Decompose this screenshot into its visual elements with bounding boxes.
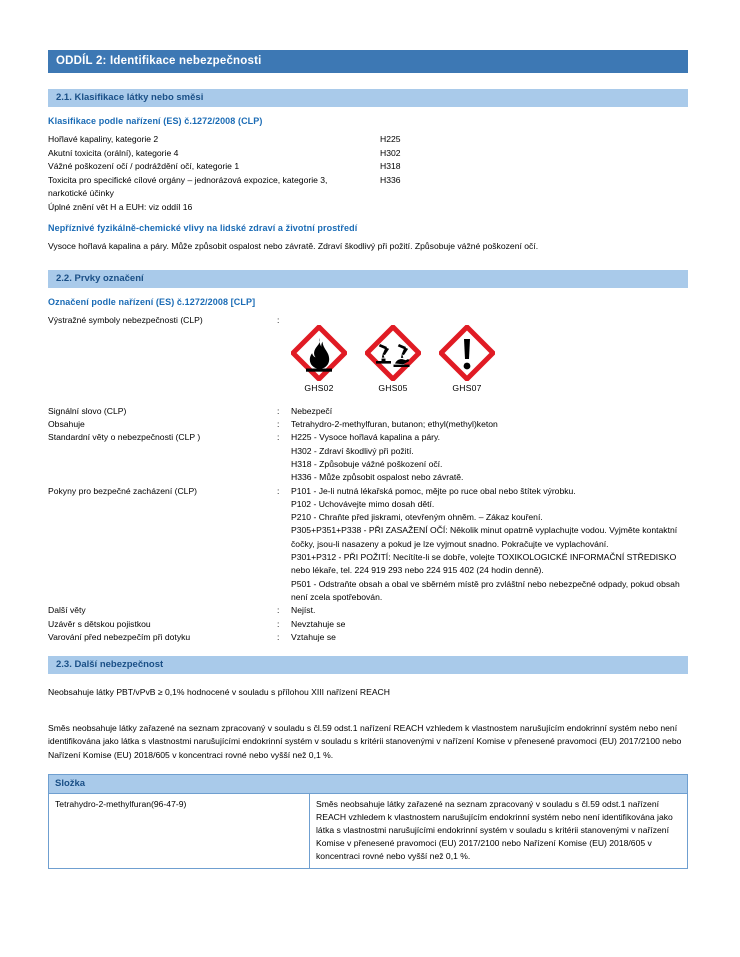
row-label: Pokyny pro bezpečné zacházení (CLP): [48, 485, 198, 496]
full-text-note: Úplné znění vět H a EUH: viz oddíl 16: [48, 201, 193, 212]
component-table: [48, 793, 688, 869]
sds-page: [48, 50, 688, 869]
subsection-bar-2-3: 2.3. Další nebezpečnost: [48, 656, 688, 674]
table-row: [49, 794, 688, 869]
corrosion-icon: [365, 325, 421, 381]
classification-hcode: H302: [380, 147, 401, 158]
ghs-pictogram-code: GHS05: [378, 382, 408, 393]
subsection-bar-2-2: 2.2. Prvky označení: [48, 270, 688, 288]
classification-category: Vážné poškození očí / podráždění očí, kategorie 1: [48, 161, 240, 171]
label-row-signal-word: [48, 405, 688, 418]
ghs-pictogram: [291, 325, 347, 393]
classification-row: [48, 160, 688, 174]
row-value: Tetrahydro-2-methylfuran, butanon; ethyl(methyl)keton: [291, 419, 498, 430]
classification-continuation: narkotické účinky: [48, 188, 114, 198]
labelling-rows: [48, 405, 688, 644]
row-label: Signální slovo (CLP): [48, 405, 127, 416]
ghs-pictogram-group: [291, 325, 688, 393]
ghs-pictogram: [439, 325, 495, 393]
ghs-pictogram: [365, 325, 421, 393]
label-row-child-resistant-closure: [48, 618, 688, 631]
adverse-effects-text: Vysoce hořlavá kapalina a páry. Může způsobit ospalost nebo závratě. Zdraví škodlivý při požití. Způsobuje vážné poškození očí.: [48, 241, 539, 251]
adverse-effects-heading: Nepříznivé fyzikálně-chemické vlivy na lidské zdraví a životní prostředí: [48, 223, 358, 233]
precautionary-statement: P501 - Odstraňte obsah a obal ve sběrném místě pro zvláštní nebo nebezpečné odpady, pokud obsah není zcela spotřebován.: [291, 578, 680, 602]
hazard-statement: H318 - Způsobuje vážné poškození očí.: [291, 458, 443, 469]
hazard-statement: H225 - Vysoce hořlavá kapalina a páry.: [291, 432, 441, 443]
precautionary-statement: P210 - Chraňte před jiskrami, otevřeným ohněm. – Zákaz kouření.: [291, 512, 543, 523]
pictogram-row-label: Výstražné symboly nebezpečnosti (CLP): [48, 314, 203, 325]
classification-category: Hořlavé kapaliny, kategorie 2: [48, 134, 159, 144]
pbt-statement: Neobsahuje látky PBT/vPvB ≥ 0,1% hodnocené v souladu s přílohou XIII nařízení REACH: [48, 687, 390, 698]
row-value: Nejíst.: [291, 605, 316, 616]
row-colon: :: [277, 485, 280, 496]
row-colon: :: [277, 631, 280, 642]
row-label: Varování před nebezpečím při dotyku: [48, 631, 191, 642]
classification-heading: Klasifikace podle nařízení (ES) č.1272/2008 (CLP): [48, 116, 263, 126]
flame-icon: [291, 325, 347, 381]
row-value: Nebezpečí: [291, 405, 333, 416]
row-label: Uzávěr s dětskou pojistkou: [48, 618, 151, 629]
label-row-hazard-statements: [48, 431, 688, 484]
precautionary-statement: P101 - Je-li nutná lékařská pomoc, mějte po ruce obal nebo štítek výrobku.: [291, 485, 576, 496]
pictogram-row-colon: :: [277, 314, 280, 325]
classification-hcode: H336: [380, 174, 401, 185]
row-value: Vztahuje se: [291, 631, 336, 642]
label-row-contains: [48, 418, 688, 431]
component-table-header: Složka: [48, 774, 688, 793]
row-value: Nevztahuje se: [291, 618, 346, 629]
exclamation-icon: [439, 325, 495, 381]
subsection-bar-2-1: 2.1. Klasifikace látky nebo směsi: [48, 89, 688, 107]
label-row-additional-phrases: [48, 604, 688, 617]
classification-list: [48, 133, 688, 214]
classification-row: [48, 174, 688, 188]
hazard-statement: H336 - Může způsobit ospalost nebo závratě.: [291, 472, 464, 483]
label-row-precautionary-statements: [48, 485, 688, 605]
labelling-heading: Označení podle nařízení (ES) č.1272/2008 [CLP]: [48, 296, 256, 307]
section-header-bar: ODDÍL 2: Identifikace nebezpečnosti: [48, 50, 688, 73]
row-colon: :: [277, 419, 280, 430]
component-description-cell: Směs neobsahuje látky zařazené na seznam zpracovaný v souladu s čl.59 odst.1 nařízení REACH vzhledem k vlastnostem narušujícím endokrinní systém nebo není identifikována jako látka s vlastnostmi narušujícími endokrinní systém v souladu s kritérii stanovenými v nařízení Komise v přenesené pravomoci (EU) 2017/2100 nebo Nařízení Komise (EU) 2018/605 v koncentraci rovné nebo vyšší než 0,1 %.: [310, 794, 688, 869]
classification-category: Akutní toxicita (orální), kategorie 4: [48, 147, 179, 158]
row-colon: :: [277, 405, 280, 416]
ghs-pictogram-code: GHS07: [452, 382, 482, 393]
row-label: Další věty: [48, 605, 86, 616]
hazard-statement: H302 - Zdraví škodlivý při požití.: [291, 445, 414, 456]
row-colon: :: [277, 432, 280, 443]
classification-row: [48, 133, 688, 147]
row-label: Standardní věty o nebezpečnosti (CLP ): [48, 432, 201, 443]
precautionary-statement: P102 - Uchovávejte mimo dosah dětí.: [291, 498, 435, 509]
ghs-pictogram-code: GHS02: [304, 382, 334, 393]
endocrine-disruptor-statement: Směs neobsahuje látky zařazené na seznam zpracovaný v souladu s čl.59 odst.1 nařízení REACH vzhledem k vlastnostem narušujícím endokrinní systém nebo není identifikována jako látka s vlastnostmi narušujícími endokrinní systém v souladu s kritérii stanovenými v nařízení Komise v přenesené pravomoci (EU) 2017/2100 nebo Nařízení Komise (EU) 2018/605 v koncentraci rovné nebo vyšší než 0,1 %.: [48, 722, 682, 760]
row-label: Obsahuje: [48, 419, 85, 430]
precautionary-statement: P301+P312 - PŘI POŽITÍ: Necítíte-li se dobře, volejte TOXIKOLOGICKÉ INFORMAČNÍ STŘEDISKO nebo lékaře, tel. 224 919 293 nebo 224 915 402 (24 hodin denně).: [291, 552, 677, 576]
classification-row: [48, 147, 688, 161]
classification-hcode: H225: [380, 134, 401, 144]
row-colon: :: [277, 605, 280, 616]
classification-hcode: H318: [380, 161, 401, 171]
label-row-tactile-warning: [48, 631, 688, 644]
classification-category: Toxicita pro specifické cílové orgány – jednorázová expozice, kategorie 3,: [48, 174, 328, 185]
component-name-cell: Tetrahydro-2-methylfuran(96-47-9): [49, 794, 310, 869]
row-colon: :: [277, 618, 280, 629]
precautionary-statement: P305+P351+P338 - PŘI ZASAŽENÍ OČÍ: Několik minut opatrně vyplachujte vodou. Vyjměte kontaktní čočky, jsou-li nasazeny a pokud je lze vyjmout snadno. Pokračujte ve vyplachování.: [291, 525, 678, 549]
